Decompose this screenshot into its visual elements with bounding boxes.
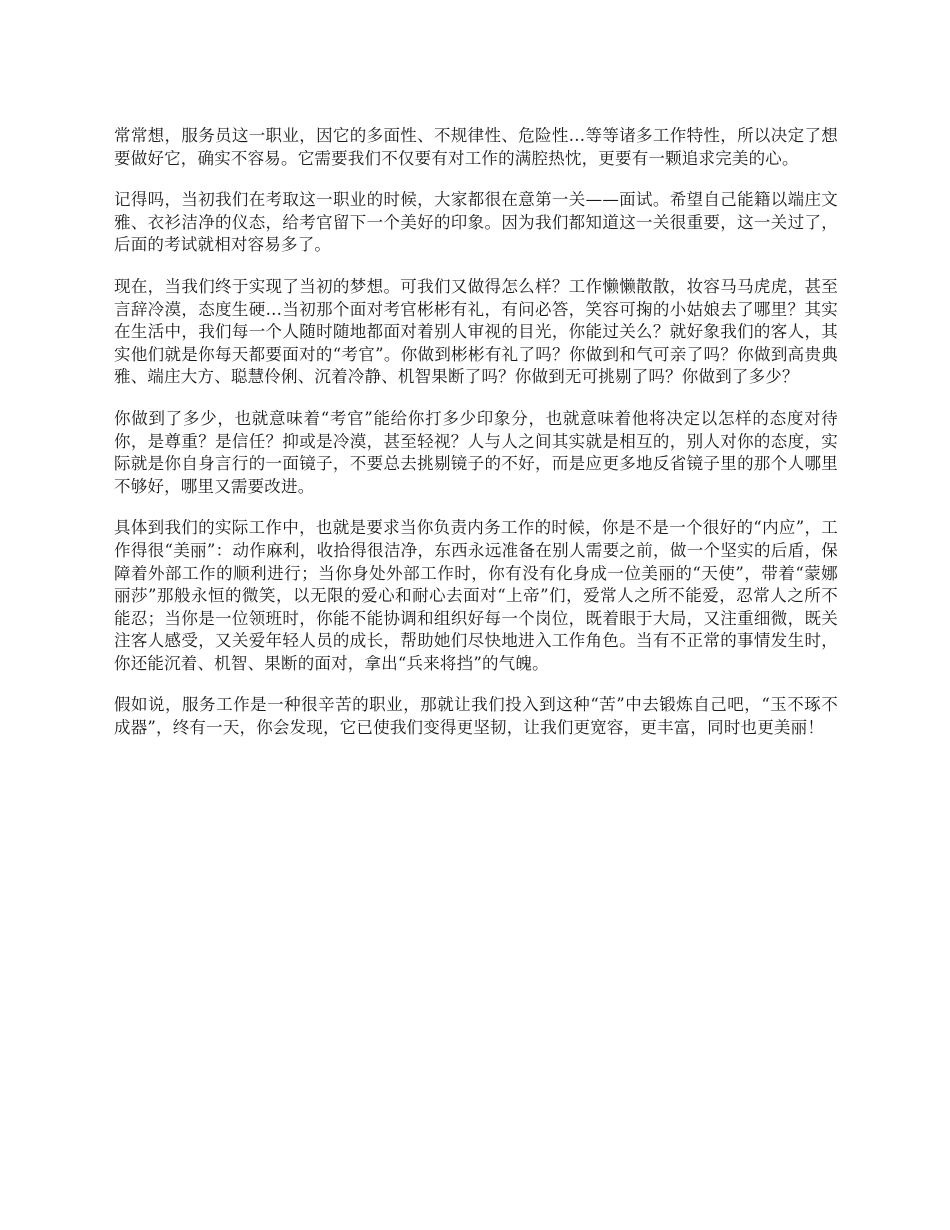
paragraph-6: 假如说，服务工作是一种很辛苦的职业，那就让我们投入到这种“苦”中去锻炼自己吧，“玉不琢不成器”，终有一天，你会发现，它已使我们变得更坚韧，让我们更宽容，更丰富，同时也更美丽！ [114,695,838,738]
paragraph-4: 你做到了多少，也就意味着“考官”能给你打多少印象分，也就意味着他将决定以怎样的态度对待你，是尊重？是信任？抑或是冷漠，甚至轻视？人与人之间其实就是相互的，别人对你的态度，实际就是你自身言行的一面镜子，不要总去挑剔镜子的不好，而是应更多地反省镜子里的那个人哪里不够好，哪里又需要改进。 [114,408,838,496]
document-body [114,125,838,759]
paragraph-1: 常常想，服务员这一职业，因它的多面性、不规律性、危险性…等等诸多工作特性，所以决定了想要做好它，确实不容易。它需要我们不仅要有对工作的满腔热忱，更要有一颗追求完美的心。 [114,126,838,168]
paragraph-2: 记得吗，当初我们在考取这一职业的时候，大家都很在意第一关——面试。希望自己能籍以端庄文雅、衣衫洁净的仪态，给考官留下一个美好的印象。因为我们都知道这一关很重要，这一关过了，后面的考试就相对容易多了。 [114,190,838,255]
paragraph-5: 具体到我们的实际工作中，也就是要求当你负责内务工作的时候，你是不是一个很好的“内应”，工作得很“美丽”：动作麻利，收拾得很洁净，东西永远准备在别人需要之前，做一个坚实的后盾，保障着外部工作的顺利进行；当你身处外部工作时，你有没有化身成一位美丽的“天使”，带着“蒙娜丽莎”那般永恒的微笑，以无限的爱心和耐心去面对“上帝”们，爱常人之所不能爱，忍常人之所不能忍；当你是一位领班时，你能不能协调和组织好每一个岗位，既着眼于大局，又注重细微，既关注客人感受，又关爱年轻人员的成长，帮助她们尽快地进入工作角色。当有不正常的事情发生时，你还能沉着、机智、果断的面对，拿出“兵来将挡”的气魄。 [114,518,838,673]
paragraph-3: 现在，当我们终于实现了当初的梦想。可我们又做得怎么样？工作懒懒散散，妆容马马虎虎，甚至言辞冷漠，态度生硬…当初那个面对考官彬彬有礼，有问必答，笑容可掬的小姑娘去了哪里？其实在生活中，我们每一个人随时随地都面对着别人审视的目光，你能过关么？就好象我们的客人，其实他们就是你每天都要面对的“考官”。你做到彬彬有礼了吗？你做到和气可亲了吗？你做到高贵典雅、端庄大方、聪慧伶俐、沉着冷静、机智果断了吗？你做到无可挑剔了吗？你做到了多少？ [114,276,838,387]
